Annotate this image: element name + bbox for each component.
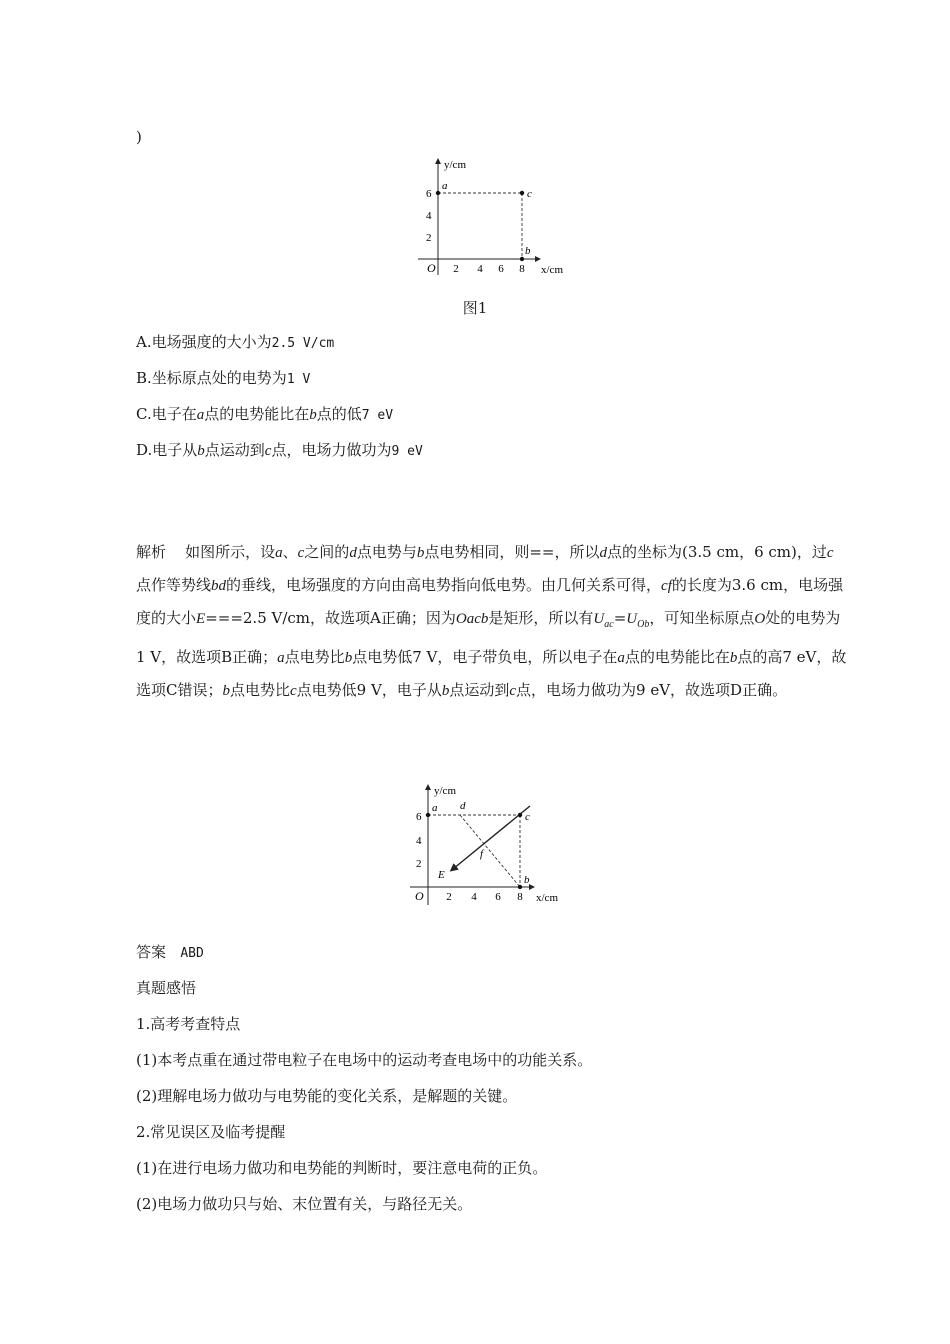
text: 处的电势为1 V，故选项B正确； xyxy=(136,609,841,666)
y-tick-label: 2 xyxy=(416,858,422,870)
option-b xyxy=(136,368,310,390)
y-tick-label: 4 xyxy=(416,835,422,847)
text: 点电势比 xyxy=(284,648,345,666)
analysis-paragraph xyxy=(136,536,848,707)
variable: c xyxy=(826,545,834,561)
point-label-a: a xyxy=(442,180,448,192)
answer-value: ABD xyxy=(180,946,204,961)
option-letter: A. xyxy=(136,333,152,351)
y-tick-label: 6 xyxy=(416,811,422,823)
insight-heading-2: 2.常见误区及临考提醒 xyxy=(136,1123,286,1141)
option-text: 电场强度的大小为 xyxy=(151,333,272,351)
subscript: Ob xyxy=(637,619,650,630)
text: 点的高7 eV，故选项C错误； xyxy=(136,648,847,699)
y-axis-label: y/cm xyxy=(434,785,456,797)
text: 的长度为3.6 cm，电场强度的大小 xyxy=(136,576,844,627)
point-a xyxy=(426,813,430,817)
text: 点电势相同，则==，所以 xyxy=(424,543,600,561)
option-text: 电子从 xyxy=(152,441,198,459)
text: 如图所示，设 xyxy=(185,543,276,561)
variable: b xyxy=(222,683,230,699)
text: 点，电场力做功为9 eV，故选项D正确。 xyxy=(516,681,788,699)
point-label-b: b xyxy=(524,874,530,886)
variable: b xyxy=(729,650,738,666)
y-tick-label: 4 xyxy=(426,210,432,222)
text: ，可知坐标原点 xyxy=(649,609,755,627)
variable: a xyxy=(277,650,285,666)
text: 点电势低7 V，电子带负电，所以电子在 xyxy=(352,648,618,666)
option-text: 点的低 xyxy=(316,405,362,423)
insight-point-4: (2)电场力做功只与始、末位置有关，与路径无关。 xyxy=(136,1195,473,1213)
origin-label: O xyxy=(415,889,424,903)
variable: b xyxy=(344,650,353,666)
option-letter: C. xyxy=(136,405,152,423)
option-text: 点的电势能比在 xyxy=(204,405,310,423)
subscript: ac xyxy=(604,619,614,630)
point-b xyxy=(518,885,522,889)
variable: d xyxy=(349,545,357,561)
option-text: 点运动到 xyxy=(204,441,265,459)
origin-label: O xyxy=(427,261,436,275)
option-letter: B. xyxy=(136,369,152,387)
variable: E xyxy=(196,611,206,627)
variable: c xyxy=(297,545,305,561)
text: ===2.5 V/cm，故选项A正确；因为 xyxy=(205,609,456,627)
option-value: 1 V xyxy=(286,372,311,387)
x-tick-label: 6 xyxy=(495,891,501,903)
insight-point-3: (1)在进行电场力做功和电势能的判断时，要注意电荷的正负。 xyxy=(136,1159,548,1177)
figure-1-caption: 图1 xyxy=(462,299,488,317)
insight-heading-1: 1.高考考查特点 xyxy=(136,1015,241,1033)
y-tick-label: 2 xyxy=(426,232,432,244)
answer-line xyxy=(136,942,204,964)
variable: a xyxy=(275,545,283,561)
variable: b xyxy=(309,407,317,423)
point-b xyxy=(520,257,524,261)
variable: c xyxy=(264,443,272,459)
x-axis-label: x/cm xyxy=(536,892,558,904)
x-tick-label: 2 xyxy=(446,891,452,903)
point-c xyxy=(520,191,524,195)
option-value: 2.5 V/cm xyxy=(271,336,335,351)
insight-title: 真题感悟 xyxy=(136,979,197,997)
analysis-label: 解析 xyxy=(136,543,167,561)
variable: b xyxy=(197,443,205,459)
variable: b xyxy=(416,545,425,561)
text: 点的坐标为(3.5 cm，6 cm)，过 xyxy=(606,543,827,561)
x-tick-label: 6 xyxy=(498,263,504,275)
text: 之间的 xyxy=(304,543,350,561)
variable: c xyxy=(509,683,517,699)
text: = xyxy=(613,609,627,627)
point-label-b: b xyxy=(525,245,531,257)
option-d xyxy=(136,440,423,462)
text: 点运动到 xyxy=(449,681,510,699)
x-tick-label: 4 xyxy=(477,263,483,275)
option-text: 电子在 xyxy=(151,405,197,423)
text: 点电势与 xyxy=(356,543,417,561)
variable: c xyxy=(290,683,297,699)
figure-2 xyxy=(400,783,570,911)
variable: a xyxy=(196,407,205,423)
point-label-c: c xyxy=(527,188,532,200)
equipotential-line-bd xyxy=(460,815,520,887)
text: 点作等势线 xyxy=(136,576,212,594)
text: 的垂线，电场强度的方向由高电势指向低电势。由几何关系可得， xyxy=(226,576,662,594)
text: 点的电势能比在 xyxy=(624,648,730,666)
variable: O xyxy=(754,611,766,627)
figure-1 xyxy=(410,155,570,280)
option-text: 坐标原点处的电势为 xyxy=(151,369,287,387)
text: 点电势低9 V，电子从 xyxy=(296,681,442,699)
variable: U xyxy=(626,611,638,627)
variable: cf xyxy=(661,578,672,594)
variable: a xyxy=(617,650,625,666)
x-tick-label: 4 xyxy=(471,891,477,903)
point-c xyxy=(518,813,522,817)
point-label-f: f xyxy=(480,848,484,860)
x-tick-label: 8 xyxy=(517,891,523,903)
y-axis-label: y/cm xyxy=(444,159,466,171)
insight-point-1: (1)本考点重在通过带电粒子在电场中的运动考查电场中的功能关系。 xyxy=(136,1051,593,1069)
page-fragment: ) xyxy=(136,128,142,146)
insight-point-2: (2)理解电场力做功与电势能的变化关系，是解题的关键。 xyxy=(136,1087,518,1105)
variable: d xyxy=(599,545,607,561)
option-value: 7 eV xyxy=(361,408,394,423)
x-tick-label: 2 xyxy=(453,263,459,275)
y-tick-label: 6 xyxy=(426,188,432,200)
variable: U xyxy=(593,611,605,627)
variable: bd xyxy=(211,578,227,594)
variable: b xyxy=(441,683,450,699)
option-c xyxy=(136,404,393,426)
x-tick-label: 8 xyxy=(519,263,525,275)
text: 、 xyxy=(282,543,298,561)
variable: Oacb xyxy=(455,611,489,627)
text: 点电势比 xyxy=(229,681,290,699)
field-label-e: E xyxy=(438,869,445,881)
point-label-d: d xyxy=(460,800,466,812)
option-text: 点，电场力做功为 xyxy=(271,441,392,459)
text: 是矩形，所以有 xyxy=(488,609,594,627)
option-a xyxy=(136,332,334,354)
point-label-c: c xyxy=(525,811,530,823)
option-letter: D. xyxy=(136,441,153,459)
x-axis-label: x/cm xyxy=(541,264,563,276)
point-label-a: a xyxy=(432,802,438,814)
answer-label: 答案 xyxy=(136,943,167,961)
option-value: 9 eV xyxy=(391,444,423,459)
point-a xyxy=(436,191,440,195)
